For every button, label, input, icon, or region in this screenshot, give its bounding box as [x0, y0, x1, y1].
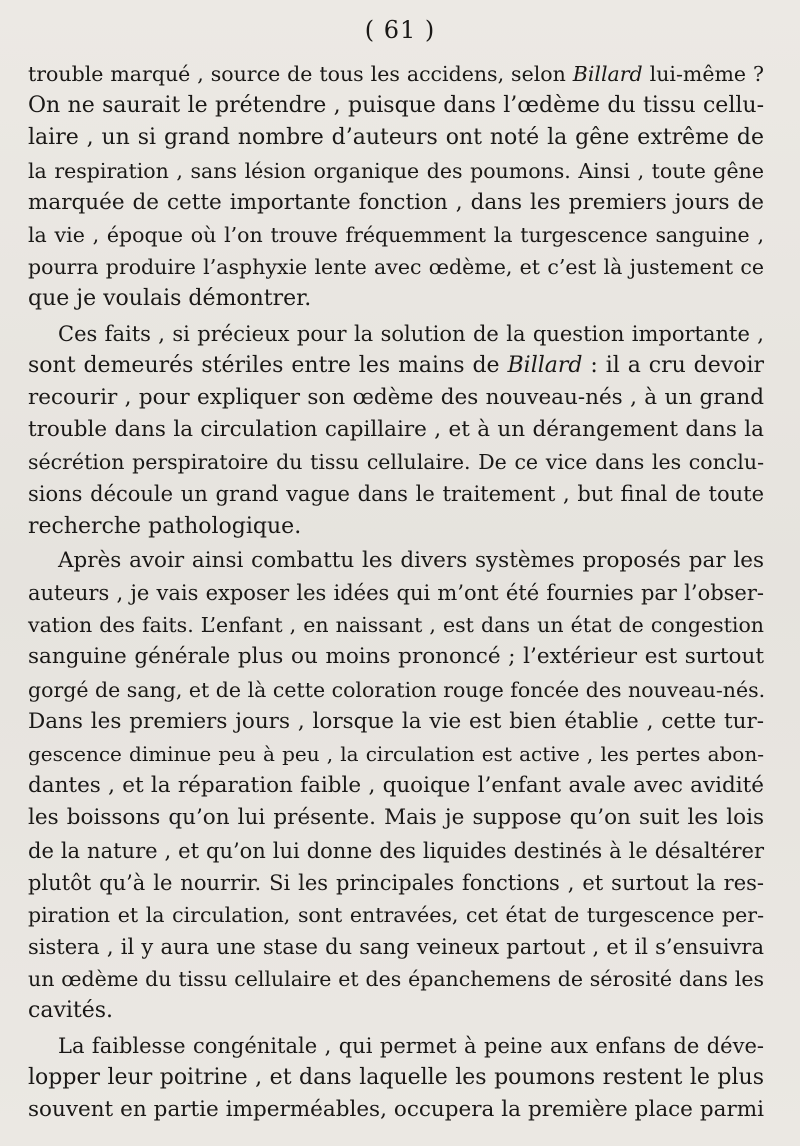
- text-line: Après avoir ainsi combattu les divers systèmes proposés par les: [58, 547, 764, 573]
- paragraph-4: [28, 1030, 764, 1127]
- text-line: la vie , époque où l’on trouve fréquemment la turgescence sanguine ,: [28, 222, 764, 247]
- text-line: souvent en partie imperméables, occupera la première place parmi: [28, 1097, 764, 1122]
- author-name-italic: Billard: [507, 352, 583, 378]
- text-line: Ces faits , si précieux pour la solution de la question importante ,: [58, 321, 764, 346]
- text-line: la respiration , sans lésion organique des poumons. Ainsi , toute gêne: [28, 158, 764, 183]
- text-line: sions découle un grand vague dans le traitement , but final de toute: [28, 482, 764, 507]
- text-line: trouble dans la circulation capillaire , et à un dérangement dans la: [28, 417, 764, 443]
- paragraph-1: [28, 58, 764, 316]
- text-line: gorgé de sang, et de là cette coloration rouge foncée des nouveau-nés.: [28, 677, 766, 702]
- text-line: dantes , et la réparation faible , quoique l’enfant avale avec avidité: [28, 773, 764, 799]
- text-line: piration et la circulation, sont entravées, cet état de turgescence per-: [28, 902, 764, 927]
- text-line: recherche pathologique.: [28, 513, 302, 539]
- paragraph-2: [28, 318, 764, 543]
- text-line: auteurs , je vais exposer les idées qui m’ont été fournies par l’obser-: [28, 581, 764, 605]
- text-line: sanguine générale plus ou moins prononcé ; l’extérieur est surtout: [28, 644, 764, 670]
- text-line: plutôt qu’à le nourrir. Si les principales fonctions , et surtout la res-: [28, 870, 764, 895]
- paragraph-3: [28, 545, 764, 1028]
- page-number: ( 61 ): [364, 16, 436, 44]
- text-line: sont demeurés stériles entre les mains de Billard : il a cru devoir: [28, 352, 765, 378]
- text-line: sistera , il y aura une stase du sang veineux partout , et il s’ensuivra: [28, 935, 764, 960]
- text-line: cavités.: [28, 998, 114, 1024]
- text-line: Dans les premiers jours , lorsque la vie est bien établie , cette tur-: [28, 708, 764, 734]
- text-line: gescence diminue peu à peu , la circulation est active , les pertes abon-: [28, 741, 764, 766]
- text-line: sécrétion perspiratoire du tissu cellulaire. De ce vice dans les conclu-: [28, 450, 764, 475]
- text-line: vation des faits. L’enfant , en naissant , est dans un état de congestion: [28, 613, 764, 638]
- text-line: pourra produire l’asphyxie lente avec œdème, et c’est là justement ce: [28, 255, 764, 280]
- text-line: laire , un si grand nombre d’auteurs ont noté la gêne extrême de: [28, 125, 764, 151]
- text-line: La faiblesse congénitale , qui permet à peine aux enfans de déve-: [58, 1033, 764, 1058]
- text-line: recourir , pour expliquer son œdème des nouveau-nés , à un grand: [28, 384, 764, 410]
- text-line: que je voulais démontrer.: [28, 286, 312, 312]
- text-line: un œdème du tissu cellulaire et des épanchemens de sérosité dans les: [28, 967, 764, 992]
- text-line: trouble marqué , source de tous les accidens, selon Billard lui-même ?: [28, 62, 764, 86]
- text-line: de la nature , et qu’on lui donne des liquides destinés à le désaltérer: [28, 838, 764, 863]
- text-line: On ne saurait le prétendre , puisque dans l’œdème du tissu cellu-: [28, 93, 764, 119]
- text-line: marquée de cette importante fonction , dans les premiers jours de: [28, 189, 764, 215]
- text-line: les boissons qu’on lui présente. Mais je suppose qu’on suit les lois: [28, 805, 764, 831]
- body-text: [28, 58, 764, 1126]
- text-line: lopper leur poitrine , et dans laquelle les poumons restent le plus: [28, 1064, 764, 1090]
- author-name-italic: Billard: [572, 62, 643, 86]
